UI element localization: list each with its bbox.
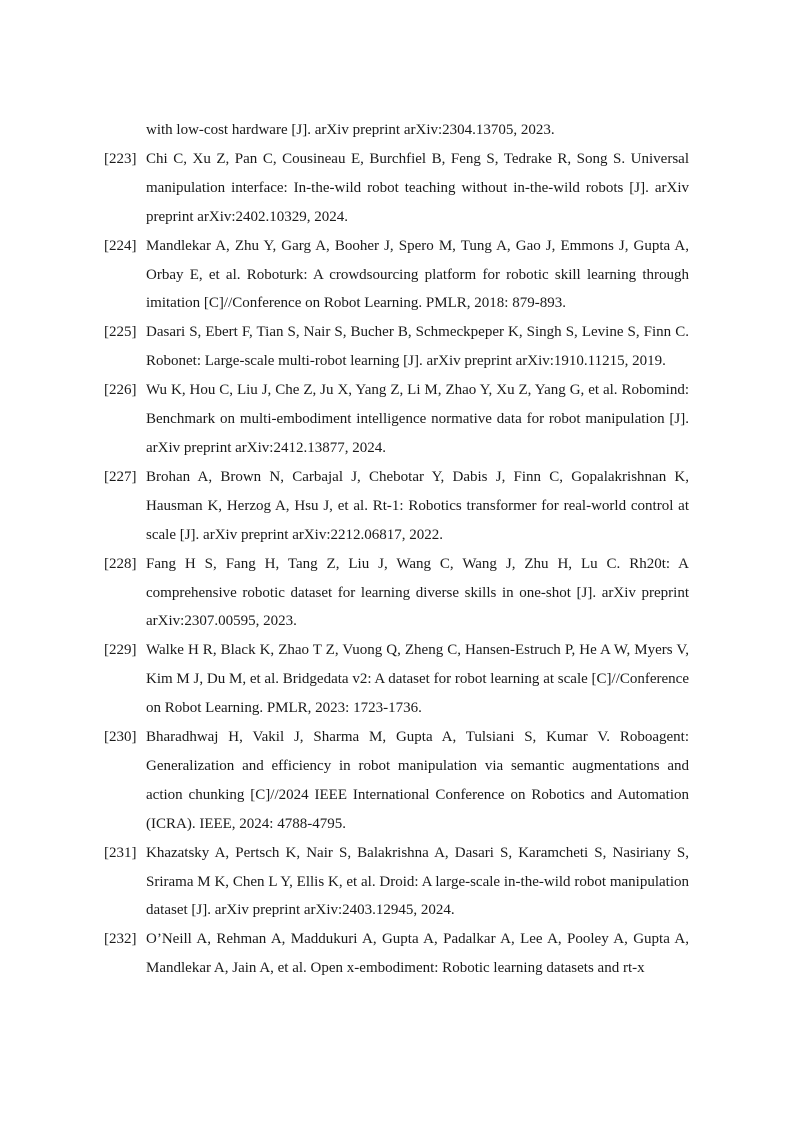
reference-text: Fang H S, Fang H, Tang Z, Liu J, Wang C, Wang J, Zhu H, Lu C. Rh20t: A comprehensive robotic dataset for learning diverse skills in one-shot [J]. arXiv preprint arXiv:2307.00595, 2023. <box>146 555 689 630</box>
reference-228 <box>104 550 689 637</box>
reference-text: O’Neill A, Rehman A, Maddukuri A, Gupta A, Padalkar A, Lee A, Pooley A, Gupta A, Mandlekar A, Jain A, et al. Open x-embodiment: Robotic learning datasets and rt-x <box>146 931 689 977</box>
reference-231 <box>104 839 689 926</box>
reference-text: Mandlekar A, Zhu Y, Garg A, Booher J, Spero M, Tung A, Gao J, Emmons J, Gupta A, Orbay E, et al. Roboturk: A crowdsourcing platform for robotic skill learning through imitation [C]//Conference on Robot Learning. PMLR, 2018: 879-893. <box>146 237 689 312</box>
reference-continuation-text: with low-cost hardware [J]. arXiv preprint arXiv:2304.13705, 2023. <box>146 122 555 138</box>
reference-number: [232] <box>104 931 137 948</box>
reference-number: [225] <box>104 324 137 341</box>
reference-229 <box>104 636 689 723</box>
reference-text: Brohan A, Brown N, Carbajal J, Chebotar Y, Dabis J, Finn C, Gopalakrishnan K, Hausman K, Herzog A, Hsu J, et al. Rt-1: Robotics transformer for real-world control at scale [J]. arXiv preprint arXiv:2212.06817, 2022. <box>146 468 689 543</box>
reference-text: Wu K, Hou C, Liu J, Che Z, Ju X, Yang Z, Li M, Zhao Y, Xu Z, Yang G, et al. Robomind: Benchmark on multi-embodiment intelligence normative data for robot manipulation [J]. arXiv preprint arXiv:2412.13877, 2024. <box>146 382 689 456</box>
reference-continuation <box>104 116 689 145</box>
reference-number: [229] <box>104 642 137 659</box>
reference-223 <box>104 145 689 232</box>
reference-227 <box>104 463 689 550</box>
reference-number: [223] <box>104 150 137 167</box>
reference-226 <box>104 376 689 463</box>
reference-number: [227] <box>104 468 137 485</box>
reference-224 <box>104 232 689 319</box>
reference-number: [231] <box>104 844 137 861</box>
reference-text: Walke H R, Black K, Zhao T Z, Vuong Q, Zheng C, Hansen-Estruch P, He A W, Myers V, Kim M J, Du M, et al. Bridgedata v2: A dataset for robot learning at scale [C]//Conference on Robot Learning. PMLR, 2023: 1723-1736. <box>146 642 689 717</box>
reference-number: [230] <box>104 729 137 746</box>
reference-text: Chi C, Xu Z, Pan C, Cousineau E, Burchfiel B, Feng S, Tedrake R, Song S. Universal manipulation interface: In-the-wild robot teaching without in-the-wild robots [J]. arXiv preprint arXiv:2402.10329, 2024. <box>146 150 689 225</box>
reference-225 <box>104 318 689 376</box>
reference-text: Khazatsky A, Pertsch K, Nair S, Balakrishna A, Dasari S, Karamcheti S, Nasiriany S, Srirama M K, Chen L Y, Ellis K, et al. Droid: A large-scale in-the-wild robot manipulation dataset [J]. arXiv preprint arXiv:2403.12945, 2024. <box>146 844 689 919</box>
reference-number: [228] <box>104 555 137 572</box>
reference-230 <box>104 723 689 839</box>
reference-number: [224] <box>104 237 137 254</box>
reference-232 <box>104 925 689 983</box>
reference-list <box>104 116 689 983</box>
reference-text: Bharadhwaj H, Vakil J, Sharma M, Gupta A, Tulsiani S, Kumar V. Roboagent: Generalization and efficiency in robot manipulation via semantic augmentations and action chunking [C]//2024 IEEE International Conference on Robotics and Automation (ICRA). IEEE, 2024: 4788-4795. <box>146 729 689 832</box>
reference-number: [226] <box>104 382 137 399</box>
reference-text: Dasari S, Ebert F, Tian S, Nair S, Bucher B, Schmeckpeper K, Singh S, Levine S, Finn C. Robonet: Large-scale multi-robot learning [J]. arXiv preprint arXiv:1910.11215, 2019. <box>146 324 689 370</box>
